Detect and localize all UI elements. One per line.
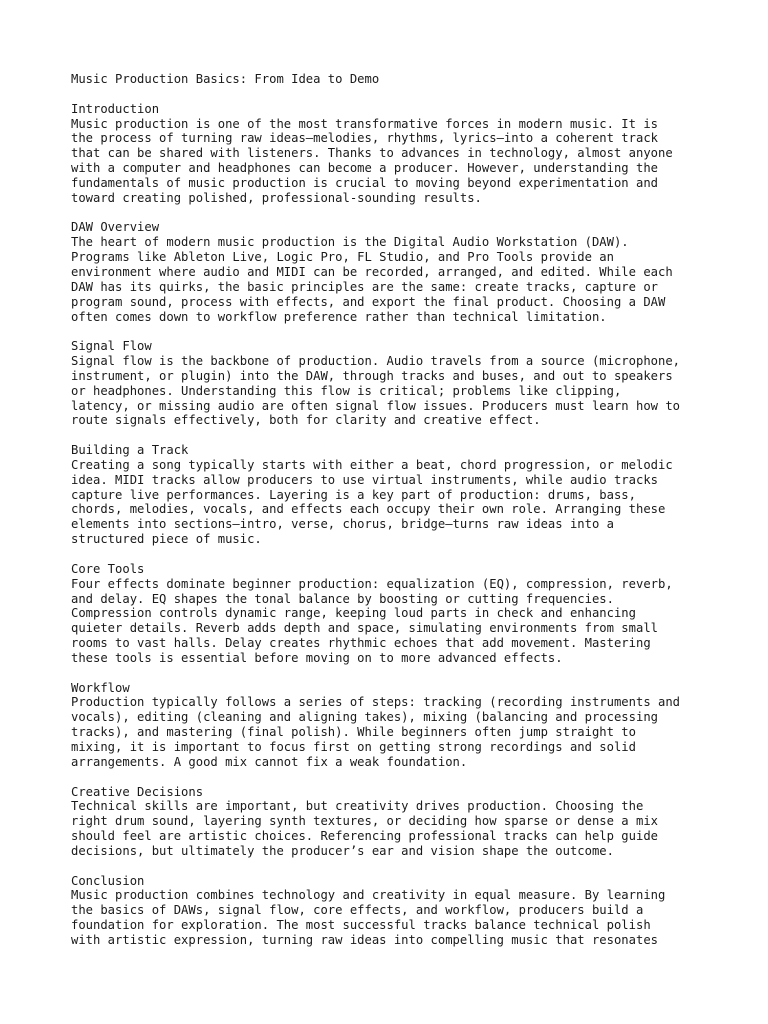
section-heading: Signal Flow (71, 339, 152, 354)
paragraph-line: environment where audio and MIDI can be recorded, arranged, and edited. While each (71, 264, 673, 279)
paragraph-line: elements into sections—intro, verse, chorus, bridge—turns raw ideas into a (71, 517, 614, 532)
paragraph-line: Compression controls dynamic range, keeping loud parts in check and enhancing (71, 606, 636, 621)
paragraph-line: Programs like Ableton Live, Logic Pro, FL Studio, and Pro Tools provide an (71, 250, 614, 265)
section-introduction (71, 102, 711, 206)
paragraph-line: mixing, it is important to focus first on getting strong recordings and solid (71, 739, 636, 754)
paragraph-line: arrangements. A good mix cannot fix a weak foundation. (71, 754, 468, 769)
paragraph-line: with a computer and headphones can become a producer. However, understanding the (71, 161, 658, 176)
paragraph-line: often comes down to workflow preference rather than technical limitation. (71, 309, 607, 324)
section-daw-overview (71, 220, 711, 324)
paragraph-line: the process of turning raw ideas—melodies, rhythms, lyrics—into a coherent track (71, 131, 658, 146)
paragraph-line: the basics of DAWs, signal flow, core effects, and workflow, producers build a (71, 903, 644, 918)
paragraph-line: right drum sound, layering synth textures, or deciding how sparse or dense a mix (71, 814, 658, 829)
paragraph-line: decisions, but ultimately the producer’s ear and vision shape the outcome. (71, 843, 614, 858)
paragraph-line: chords, melodies, vocals, and effects each occupy their own role. Arranging these (71, 502, 666, 517)
paragraph-line: tracks), and mastering (final polish). While beginners often jump straight to (71, 725, 636, 740)
paragraph-line: DAW has its quirks, the basic principles are the same: create tracks, capture or (71, 279, 658, 294)
paragraph-line: that can be shared with listeners. Thanks to advances in technology, almost anyone (71, 146, 673, 161)
paragraph-line: or headphones. Understanding this flow is critical; problems like clipping, (71, 383, 622, 398)
section-heading: Core Tools (71, 561, 145, 576)
document-title: Music Production Basics: From Idea to Demo (71, 72, 380, 86)
paragraph-line: foundation for exploration. The most successful tracks balance technical polish (71, 918, 651, 933)
section-heading: Creative Decisions (71, 784, 204, 799)
section-building-a-track (71, 443, 711, 547)
paragraph-line: Music production combines technology and creativity in equal measure. By learning (71, 888, 666, 903)
paragraph-line: Music production is one of the most transformative forces in modern music. It is (71, 116, 658, 131)
paragraph-line: latency, or missing audio are often signal flow issues. Producers must learn how to (71, 398, 681, 413)
section-heading: Workflow (71, 680, 130, 695)
section-heading: Introduction (71, 101, 160, 116)
paragraph-line: quieter details. Reverb adds depth and space, simulating environments from small (71, 621, 658, 636)
paragraph-line: fundamentals of music production is crucial to moving beyond experimentation and (71, 175, 658, 190)
paragraph-line: these tools is essential before moving on to more advanced effects. (71, 650, 563, 665)
paragraph-line: structured piece of music. (71, 532, 262, 547)
paragraph-line: Creating a song typically starts with either a beat, chord progression, or melodic (71, 457, 673, 472)
paragraph-line: vocals), editing (cleaning and aligning takes), mixing (balancing and processing (71, 710, 658, 725)
section-conclusion (71, 874, 711, 948)
section-heading: Building a Track (71, 443, 189, 458)
paragraph-line: instrument, or plugin) into the DAW, through tracks and buses, and out to speakers (71, 368, 673, 383)
paragraph-line: rooms to vast halls. Delay creates rhythmic echoes that add movement. Mastering (71, 636, 651, 651)
section-heading: Conclusion (71, 873, 145, 888)
paragraph-line: Technical skills are important, but creativity drives production. Choosing the (71, 799, 644, 814)
paragraph-line: and delay. EQ shapes the tonal balance by boosting or cutting frequencies. (71, 591, 614, 606)
paragraph-line: capture live performances. Layering is a key part of production: drums, bass, (71, 487, 636, 502)
section-heading: DAW Overview (71, 220, 160, 235)
paragraph-line: Four effects dominate beginner production: equalization (EQ), compression, reverb, (71, 576, 673, 591)
paragraph-line: toward creating polished, professional-sounding results. (71, 190, 482, 205)
paragraph-line: should feel are artistic choices. Referencing professional tracks can help guide (71, 829, 658, 844)
paragraph-line: The heart of modern music production is the Digital Audio Workstation (DAW). (71, 235, 629, 250)
section-signal-flow (71, 339, 711, 428)
document-body (71, 72, 711, 963)
paragraph-line: idea. MIDI tracks allow producers to use virtual instruments, while audio tracks (71, 472, 658, 487)
paragraph-line: program sound, process with effects, and export the final product. Choosing a DAW (71, 294, 666, 309)
paragraph-line: with artistic expression, turning raw ideas into compelling music that resonates (71, 932, 658, 947)
section-workflow (71, 681, 711, 770)
section-core-tools (71, 562, 711, 666)
paragraph-line: route signals effectively, both for clarity and creative effect. (71, 413, 541, 428)
paragraph-line: Signal flow is the backbone of production. Audio travels from a source (microphone, (71, 354, 681, 369)
section-creative-decisions (71, 785, 711, 859)
document-sections (71, 102, 711, 948)
paragraph-line: Production typically follows a series of steps: tracking (recording instruments and (71, 695, 681, 710)
